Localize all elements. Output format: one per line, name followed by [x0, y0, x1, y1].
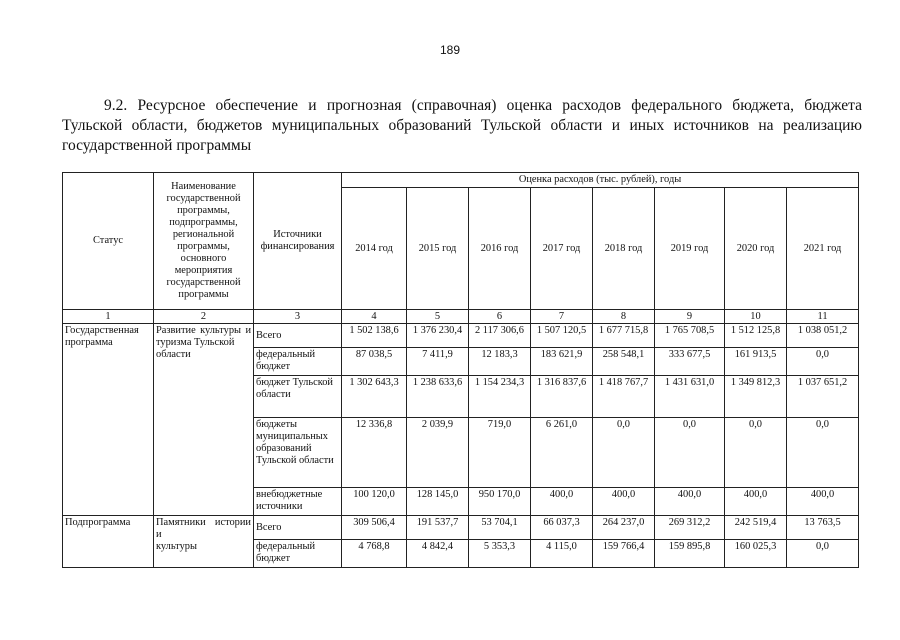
source-cell: Всего: [254, 324, 342, 348]
value-cell: 1 431 631,0: [655, 376, 725, 418]
value-cell: 719,0: [469, 418, 531, 488]
value-cell: 1 418 767,7: [593, 376, 655, 418]
value-cell: 183 621,9: [531, 348, 593, 376]
value-cell: 159 766,4: [593, 540, 655, 568]
value-cell: 161 913,5: [725, 348, 787, 376]
value-cell: 100 120,0: [342, 488, 407, 516]
value-cell: 160 025,3: [725, 540, 787, 568]
value-cell: 333 677,5: [655, 348, 725, 376]
table-row: [63, 516, 859, 540]
value-cell: 1 507 120,5: [531, 324, 593, 348]
column-number: 10: [725, 310, 787, 324]
value-cell: 53 704,1: [469, 516, 531, 540]
value-cell: 1 376 230,4: [407, 324, 469, 348]
value-cell: 1 502 138,6: [342, 324, 407, 348]
value-cell: 0,0: [787, 348, 859, 376]
header-year: 2020 год: [725, 188, 787, 310]
value-cell: 264 237,0: [593, 516, 655, 540]
header-year: 2019 год: [655, 188, 725, 310]
status-cell: Государственная программа: [63, 324, 154, 516]
program-name-cell: [154, 516, 254, 568]
value-cell: 2 117 306,6: [469, 324, 531, 348]
header-year: 2015 год: [407, 188, 469, 310]
value-cell: 0,0: [725, 418, 787, 488]
status-cell: Подпрограмма: [63, 516, 154, 568]
value-cell: 4 842,4: [407, 540, 469, 568]
program-name-cell: [154, 324, 254, 516]
header-year: 2021 год: [787, 188, 859, 310]
column-number: 8: [593, 310, 655, 324]
value-cell: 1 316 837,6: [531, 376, 593, 418]
value-cell: 2 039,9: [407, 418, 469, 488]
source-cell: внебюджетные источники: [254, 488, 342, 516]
value-cell: 0,0: [787, 418, 859, 488]
budget-table: [62, 172, 859, 568]
column-number: 11: [787, 310, 859, 324]
value-cell: 5 353,3: [469, 540, 531, 568]
source-cell: бюджет Тульской области: [254, 376, 342, 418]
column-number: 2: [154, 310, 254, 324]
value-cell: 309 506,4: [342, 516, 407, 540]
value-cell: 1 765 708,5: [655, 324, 725, 348]
value-cell: 1 677 715,8: [593, 324, 655, 348]
value-cell: 400,0: [725, 488, 787, 516]
column-number-row: [63, 310, 859, 324]
value-cell: 159 895,8: [655, 540, 725, 568]
value-cell: 400,0: [655, 488, 725, 516]
value-cell: 12 183,3: [469, 348, 531, 376]
value-cell: 7 411,9: [407, 348, 469, 376]
header-year: 2017 год: [531, 188, 593, 310]
value-cell: 12 336,8: [342, 418, 407, 488]
value-cell: 950 170,0: [469, 488, 531, 516]
source-cell: Всего: [254, 516, 342, 540]
section-heading: 9.2. Ресурсное обеспечение и прогнозная (справочная) оценка расходов федерального бюджета, бюджета Тульской области, бюджетов муниципальных образований Тульской области и иных источников на реализацию государственной программы: [62, 97, 862, 154]
value-cell: 128 145,0: [407, 488, 469, 516]
program-name-line: туризма Тульской области: [156, 337, 235, 360]
column-number: 6: [469, 310, 531, 324]
value-cell: 13 763,5: [787, 516, 859, 540]
column-number: 3: [254, 310, 342, 324]
program-name-line: Памятники истории и: [156, 517, 251, 540]
value-cell: 1 238 633,6: [407, 376, 469, 418]
header-year: 2014 год: [342, 188, 407, 310]
value-cell: 191 537,7: [407, 516, 469, 540]
program-name-line: Развитие культуры и: [156, 325, 251, 336]
value-cell: 4 115,0: [531, 540, 593, 568]
value-cell: 400,0: [787, 488, 859, 516]
header-year: 2018 год: [593, 188, 655, 310]
column-number: 1: [63, 310, 154, 324]
source-cell: бюджеты муниципальных образований Тульской области: [254, 418, 342, 488]
header-year: 2016 год: [469, 188, 531, 310]
value-cell: 1 038 051,2: [787, 324, 859, 348]
value-cell: 0,0: [593, 418, 655, 488]
header-status: Статус: [63, 173, 154, 310]
value-cell: 1 154 234,3: [469, 376, 531, 418]
column-number: 5: [407, 310, 469, 324]
value-cell: 1 302 643,3: [342, 376, 407, 418]
column-number: 4: [342, 310, 407, 324]
value-cell: 258 548,1: [593, 348, 655, 376]
page-number: 189: [439, 43, 461, 57]
header-sources: Источники финансирования: [254, 173, 342, 310]
source-cell: федеральный бюджет: [254, 348, 342, 376]
table-row: [63, 324, 859, 348]
value-cell: 1 349 812,3: [725, 376, 787, 418]
value-cell: 4 768,8: [342, 540, 407, 568]
value-cell: 400,0: [531, 488, 593, 516]
value-cell: 400,0: [593, 488, 655, 516]
header-estimate: Оценка расходов (тыс. рублей), годы: [342, 173, 859, 188]
source-cell: федеральный бюджет: [254, 540, 342, 568]
value-cell: 269 312,2: [655, 516, 725, 540]
value-cell: 87 038,5: [342, 348, 407, 376]
value-cell: 66 037,3: [531, 516, 593, 540]
value-cell: 6 261,0: [531, 418, 593, 488]
table-header-row: [63, 173, 859, 188]
column-number: 7: [531, 310, 593, 324]
value-cell: 0,0: [655, 418, 725, 488]
value-cell: 242 519,4: [725, 516, 787, 540]
column-number: 9: [655, 310, 725, 324]
value-cell: 1 037 651,2: [787, 376, 859, 418]
header-name: Наименование государственной программы, подпрограммы, региональной программы, основного мероприятия государственной программы: [154, 173, 254, 310]
value-cell: 0,0: [787, 540, 859, 568]
value-cell: 1 512 125,8: [725, 324, 787, 348]
program-name-line: культуры: [156, 541, 197, 552]
